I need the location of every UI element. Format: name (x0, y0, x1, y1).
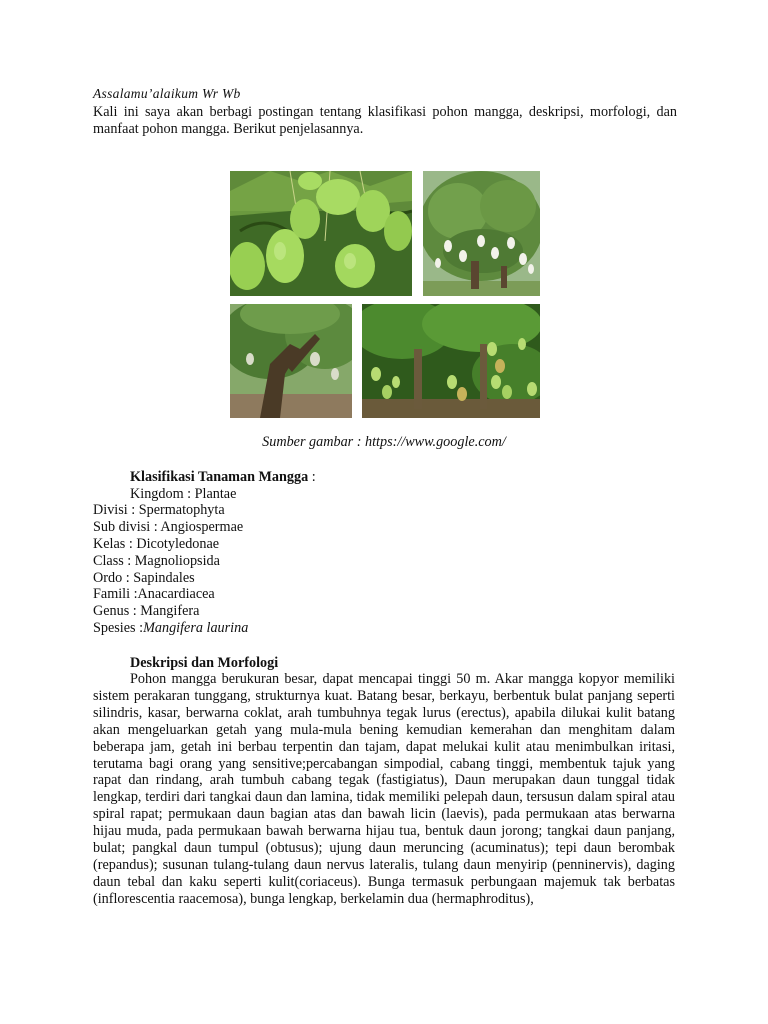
taxonomy-label: Sub divisi : (93, 518, 161, 535)
taxonomy-row-spesies (93, 620, 248, 637)
taxonomy-value: Sapindales (133, 569, 195, 586)
taxonomy-row-divisi (93, 502, 248, 519)
taxonomy-value: Mangifera laurina (143, 620, 249, 637)
image-source-caption: Sumber gambar : https://www.google.com/ (262, 434, 506, 450)
taxonomy-label: Genus : (93, 603, 141, 620)
taxonomy-value: Spermatophyta (138, 502, 225, 518)
taxonomy-value: Dicotyledonae (136, 535, 220, 552)
taxonomy-value: Anacardiacea (137, 586, 215, 603)
classification-heading (130, 469, 316, 486)
intro-paragraph: Kali ini saya akan berbagi postingan tentang klasifikasi pohon mangga, deskripsi, morfologi, dan manfaat pohon mangga. Berikut penjelasannya. (93, 104, 677, 137)
mango-trunk-photo (230, 304, 352, 418)
taxonomy-row-ordo (93, 570, 248, 587)
taxonomy-label: Spesies : (93, 620, 144, 637)
classification-heading-text: Klasifikasi Tanaman Mangga (130, 469, 309, 485)
taxonomy-label: Ordo : (93, 569, 134, 586)
classification-heading-colon: : (308, 469, 316, 485)
taxonomy-row-class (93, 553, 248, 570)
mango-fruit-photo (230, 171, 412, 296)
mango-grove-photo (362, 304, 540, 418)
taxonomy-value: Angiospermae (160, 518, 244, 535)
taxonomy-label: Class : (93, 552, 135, 569)
mango-tree-photo (423, 171, 540, 296)
taxonomy-value: Magnoliopsida (134, 552, 220, 569)
taxonomy-label: Famili : (93, 586, 138, 603)
taxonomy-list (93, 502, 248, 637)
taxonomy-row-subdivisi (93, 519, 248, 536)
taxonomy-row-famili (93, 586, 248, 603)
taxonomy-label: Divisi : (93, 502, 139, 518)
taxonomy-label: Kelas : (93, 535, 137, 552)
greeting-text: Assalamu’alaikum Wr Wb (93, 86, 241, 101)
description-paragraph: Pohon mangga berukuran besar, dapat mencapai tinggi 50 m. Akar mangga kopyor memiliki sistem perakaran tunggang, strukturnya kuat. Batang besar, berkayu, berbentuk bulat panjang seperti silindris, kasar, berwarna coklat, arah tumbuhnya tegak lurus (erectus), apabila dilukai kulit batang akan mengeluarkan getah yang mula-mula bening kemudian kemerahan dan menghitam dalam beberapa jam, getah ini berbau terpentin dan tajam, dapat melukai kulit atau menimbulkan iritasi, terutama bagi orang yang sensitive;percabangan simpodial, cabang tinggi, membentuk tajuk yang rapat dan rindang, arah tumbuh cabang tegak (fastigiatus), Daun merupakan daun tunggal tidak lengkap, terdiri dari tangkai daun dan lamina, tidak memiliki pelepah daun, tersusun dalam spiral atau spiral rapat; permukaan daun bagian atas dan bawah licin (laevis), pada permukaan atas berwarna hijau muda, pada permukaan bawah berwarna hijau tua, bentuk daun jorong; tangkai daun panjang, bulat; pangkal daun tumpul (obtusus); ujung daun meruncing (acuminatus); tepi daun berombak (repandus); susunan tulang-tulang daun nervus lateralis, tulang daun menyirip (penninervis), daging daun tebal dan kaku seperti kulit(coriaceus). Bunga termasuk perbungaan majemuk tak berbatas (inflorescentia raacemosa), bunga lengkap, berkelamin dua (hermaphroditus), (93, 671, 675, 907)
kingdom-line: Kingdom : Plantae (130, 486, 237, 502)
taxonomy-row-kelas (93, 536, 248, 553)
taxonomy-value: Mangifera (140, 603, 200, 620)
taxonomy-row-genus (93, 603, 248, 620)
description-heading: Deskripsi dan Morfologi (130, 655, 279, 671)
